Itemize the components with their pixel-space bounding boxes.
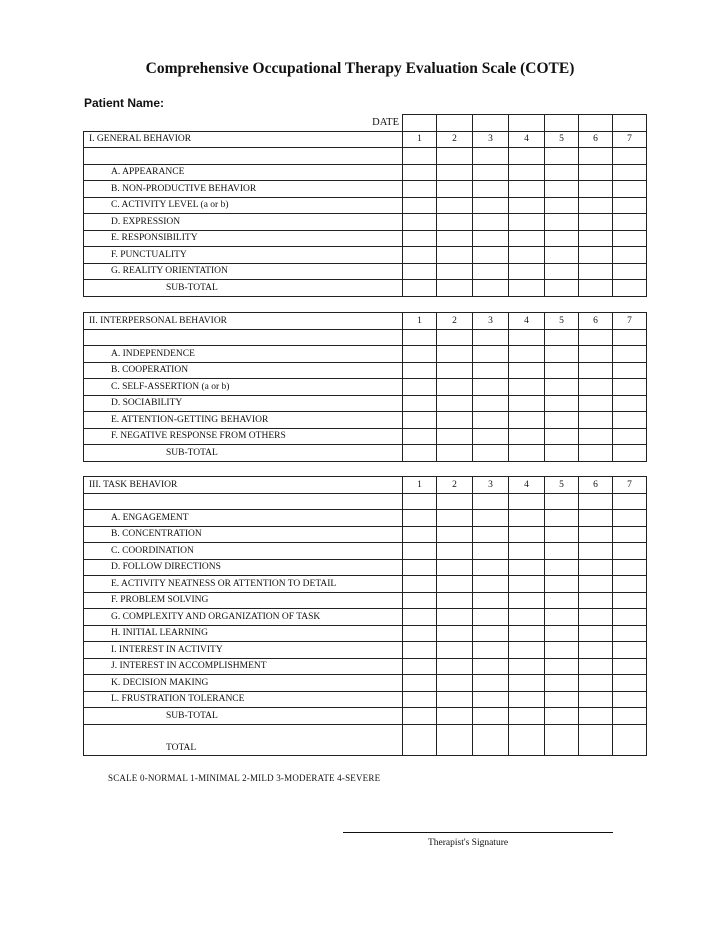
table-row — [84, 263, 647, 280]
column-number: 4 — [509, 131, 545, 148]
item-label: A. ENGAGEMENT — [111, 512, 189, 523]
table-row — [84, 395, 647, 412]
section-heading: I. GENERAL BEHAVIOR — [84, 131, 403, 148]
item-label: A. APPEARANCE — [111, 167, 185, 178]
table-row — [84, 493, 647, 510]
column-number: 2 — [437, 131, 473, 148]
table-row — [84, 576, 647, 593]
table-row — [84, 526, 647, 543]
table-row — [84, 197, 647, 214]
date-label: DATE — [84, 115, 403, 132]
subtotal-label: SUB-TOTAL — [84, 445, 403, 462]
subtotal-label: SUB-TOTAL — [84, 280, 403, 297]
table-row — [84, 625, 647, 642]
scale-note: SCALE 0-NORMAL 1-MINIMAL 2-MILD 3-MODERATE 4-SEVERE — [108, 773, 381, 783]
column-number: 6 — [579, 313, 613, 330]
table-row — [84, 412, 647, 429]
item-label: B. NON-PRODUCTIVE BEHAVIOR — [111, 183, 257, 194]
section-3-table — [83, 476, 647, 756]
column-number: 2 — [437, 477, 473, 494]
subtotal-row — [84, 445, 647, 462]
item-label: G. COMPLEXITY AND ORGANIZATION OF TASK — [111, 611, 321, 622]
table-row — [84, 247, 647, 264]
table-row — [84, 592, 647, 609]
item-label: E. ATTENTION-GETTING BEHAVIOR — [111, 414, 269, 425]
column-number: 4 — [509, 477, 545, 494]
item-label: D. FOLLOW DIRECTIONS — [111, 562, 221, 573]
item-label: E. ACTIVITY NEATNESS OR ATTENTION TO DETAIL — [111, 578, 337, 589]
item-label: B. CONCENTRATION — [111, 529, 202, 540]
date-cell-6[interactable] — [579, 115, 613, 132]
column-number: 2 — [437, 313, 473, 330]
item-label: L. FRUSTRATION TOLERANCE — [111, 694, 245, 705]
date-cell-4[interactable] — [509, 115, 545, 132]
column-number: 6 — [579, 477, 613, 494]
item-label: G. REALITY ORIENTATION — [111, 266, 228, 277]
item-label: A. INDEPENDENCE — [111, 348, 195, 359]
item-label: B. COOPERATION — [111, 365, 189, 376]
item-label: E. RESPONSIBILITY — [111, 233, 198, 244]
column-number: 7 — [613, 313, 647, 330]
column-number: 7 — [613, 477, 647, 494]
table-row — [84, 543, 647, 560]
column-number: 5 — [545, 313, 579, 330]
total-row — [84, 724, 647, 755]
table-row — [84, 164, 647, 181]
signature-label: Therapist's Signature — [428, 838, 509, 848]
table-row — [84, 691, 647, 708]
table-row — [84, 559, 647, 576]
patient-name-label: Patient Name: — [84, 96, 165, 110]
subtotal-label: SUB-TOTAL — [84, 708, 403, 725]
table-row — [84, 148, 647, 165]
column-number: 7 — [613, 131, 647, 148]
section-2-table — [83, 312, 647, 462]
item-label: C. SELF-ASSERTION (a or b) — [111, 381, 230, 392]
form-title: Comprehensive Occupational Therapy Evaluation Scale (COTE) — [145, 60, 575, 77]
signature-line[interactable] — [343, 832, 613, 833]
date-cell-7[interactable] — [613, 115, 647, 132]
table-row — [84, 346, 647, 363]
total-label: TOTAL — [84, 724, 403, 755]
section-1-table — [83, 114, 647, 297]
section-heading: II. INTERPERSONAL BEHAVIOR — [84, 313, 403, 330]
item-label: F. PUNCTUALITY — [111, 249, 187, 260]
table-row — [84, 428, 647, 445]
column-number: 1 — [403, 313, 437, 330]
column-number: 1 — [403, 131, 437, 148]
subtotal-row — [84, 280, 647, 297]
item-label: K. DECISION MAKING — [111, 677, 209, 688]
item-label: C. ACTIVITY LEVEL (a or b) — [111, 200, 229, 211]
table-row — [84, 181, 647, 198]
date-cell-5[interactable] — [545, 115, 579, 132]
table-row — [84, 230, 647, 247]
column-number: 3 — [473, 477, 509, 494]
date-cell-1[interactable] — [403, 115, 437, 132]
table-row — [84, 214, 647, 231]
table-row — [84, 642, 647, 659]
subtotal-row — [84, 708, 647, 725]
column-number: 5 — [545, 131, 579, 148]
column-number: 5 — [545, 477, 579, 494]
column-number: 3 — [473, 131, 509, 148]
item-label: J. INTEREST IN ACCOMPLISHMENT — [111, 661, 267, 672]
item-label: H. INITIAL LEARNING — [111, 628, 208, 639]
table-row — [84, 675, 647, 692]
table-row — [84, 609, 647, 626]
table-row — [84, 379, 647, 396]
item-label: F. NEGATIVE RESPONSE FROM OTHERS — [111, 431, 286, 442]
section-heading: III. TASK BEHAVIOR — [84, 477, 403, 494]
date-cell-3[interactable] — [473, 115, 509, 132]
date-cell-2[interactable] — [437, 115, 473, 132]
item-label: D. EXPRESSION — [111, 216, 181, 227]
column-number: 3 — [473, 313, 509, 330]
item-label: C. COORDINATION — [111, 545, 194, 556]
column-number: 1 — [403, 477, 437, 494]
item-label: D. SOCIABILITY — [111, 398, 183, 409]
table-row — [84, 362, 647, 379]
column-number: 6 — [579, 131, 613, 148]
table-row — [84, 658, 647, 675]
item-label: F. PROBLEM SOLVING — [111, 595, 209, 606]
item-label: I. INTEREST IN ACTIVITY — [111, 644, 223, 655]
column-number: 4 — [509, 313, 545, 330]
table-row — [84, 510, 647, 527]
table-row — [84, 329, 647, 346]
